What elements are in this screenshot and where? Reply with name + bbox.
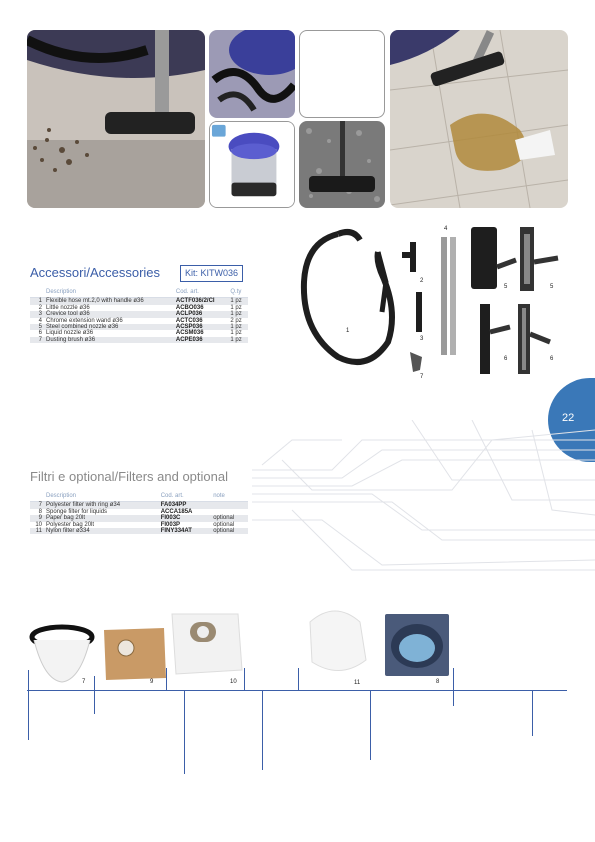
photo-nozzle-carpet xyxy=(299,121,385,208)
divider-line xyxy=(94,676,95,714)
table-row: 1 Flexible hose mt.2,0 with handle ø36 ACTF036/2/CI 1 pz xyxy=(30,298,248,305)
table-row: 3 Crevice tool ø36 ACLP036 1 pz xyxy=(30,311,248,317)
kit-code-badge: Kit: KITW036 xyxy=(180,265,243,282)
callout-label: 7 xyxy=(82,679,86,685)
callout-label: 7 xyxy=(420,374,424,380)
divider-line xyxy=(166,668,167,690)
column-number xyxy=(30,493,44,502)
table-row: 4 Chrome extension wand ø36 ACTC036 2 pz xyxy=(38,317,242,324)
column-note: note xyxy=(211,493,248,502)
table-row: 7 Polyester filter with ring ø34 FA034PP xyxy=(30,502,248,509)
table-row: 10 Polyester bag 20lt FI003P optional xyxy=(35,521,235,528)
callout-label: 6 xyxy=(550,356,554,362)
divider-line xyxy=(532,690,533,736)
decorative-circuit-lines xyxy=(252,420,595,575)
callout-label: 5 xyxy=(504,284,508,290)
divider-line xyxy=(27,690,567,691)
divider-line xyxy=(453,668,454,706)
divider-line xyxy=(28,670,29,740)
column-number xyxy=(30,289,44,298)
table-row: 8 Sponge filter for liquids ACCA185A xyxy=(38,508,193,515)
filters-title: Filtri e optional/Filters and optional xyxy=(30,469,228,484)
filters-table xyxy=(30,493,248,534)
callout-label: 2 xyxy=(420,278,424,284)
callout-label: 5 xyxy=(550,284,554,290)
callout-label: 4 xyxy=(444,226,448,232)
accessories-table xyxy=(30,289,248,343)
table-row: 5 Steel combined nozzle ø36 ACSP036 1 pz xyxy=(30,324,248,330)
table-row: 11 Nylon filter ø334 FINY334AT optional xyxy=(30,528,248,534)
table-row: 2 Little nozzle ø36 ACBO036 1 pz xyxy=(38,304,242,311)
divider-line xyxy=(184,690,185,774)
column-description: Description xyxy=(44,493,159,502)
accessories-title: Accessori/Accessories xyxy=(30,265,161,280)
accessories-illustration xyxy=(298,222,573,387)
column-code: Cod. art. xyxy=(174,289,229,298)
callout-label: 8 xyxy=(436,679,440,685)
column-description: Description xyxy=(44,289,174,298)
photo-vacuum-floor-liquid xyxy=(390,30,568,208)
callout-label: 10 xyxy=(230,679,237,685)
photo-vacuum-product xyxy=(209,121,295,208)
page-number: 22 xyxy=(562,412,575,424)
callout-label: 3 xyxy=(420,336,424,342)
callout-label: 11 xyxy=(354,680,361,686)
divider-line xyxy=(370,690,371,760)
divider-line xyxy=(298,668,299,690)
callout-label: 6 xyxy=(504,356,508,362)
photo-vacuum-cleaning-dirt xyxy=(27,30,205,208)
table-row: 7 Dusting brush ø36 ACPE036 1 pz xyxy=(30,337,248,343)
photo-blank xyxy=(299,30,385,118)
divider-line xyxy=(262,690,263,770)
table-row: 6 Liquid nozzle ø36 ACSM036 1 pz xyxy=(38,330,242,337)
filter-products xyxy=(0,600,595,780)
column-qty: Q.ty xyxy=(228,289,248,298)
callout-label: 9 xyxy=(150,679,154,685)
callout-label: 1 xyxy=(346,328,350,334)
divider-line xyxy=(244,668,245,690)
table-row: 9 Paper bag 20lt FI003C optional xyxy=(30,515,248,521)
photo-vacuum-hose xyxy=(209,30,295,118)
column-code: Cod. art. xyxy=(159,493,211,502)
